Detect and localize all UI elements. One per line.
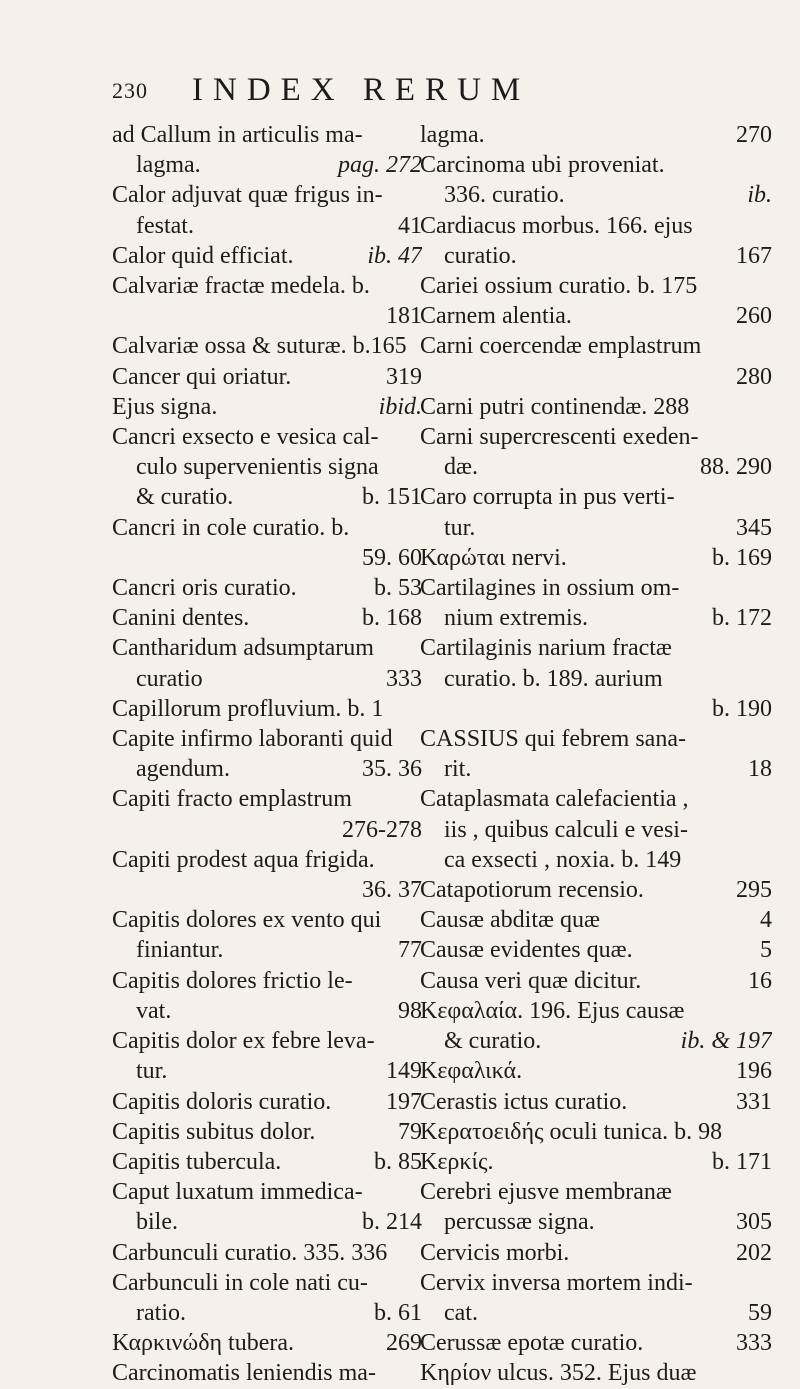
page-reference: 276-278 <box>342 816 422 843</box>
entry-text: Cancri exsecto e vesica cal- <box>112 424 379 451</box>
index-entry-line <box>420 1268 772 1298</box>
index-entry <box>112 1087 422 1117</box>
entry-text: Causæ evidentes quæ. <box>420 937 633 964</box>
index-entry-line <box>420 1298 772 1328</box>
index-entry <box>112 784 422 844</box>
page-reference: ib. 47 <box>367 242 422 269</box>
entry-text: & curatio. <box>136 484 234 511</box>
page-reference: 305 <box>736 1209 772 1236</box>
page-reference: 319 <box>386 363 422 390</box>
index-entry-line <box>112 301 422 331</box>
entry-text: Caput luxatum immedica- <box>112 1179 363 1206</box>
index-entry-line <box>420 180 772 210</box>
page-reference: 333 <box>736 1330 772 1357</box>
page-reference: b. 61 <box>374 1299 422 1326</box>
page-reference: b. 53 <box>374 575 422 602</box>
index-entry-line <box>112 180 422 210</box>
index-entry <box>112 573 422 603</box>
index-entry-line <box>420 1087 772 1117</box>
index-entry <box>420 573 772 633</box>
index-entry-line <box>112 452 422 482</box>
entry-text: Capitis dolores frictio le- <box>112 967 353 994</box>
entry-text: cat. <box>444 1299 478 1326</box>
entry-text: festat. <box>136 212 194 239</box>
entry-text: Capiti fracto emplastrum <box>112 786 352 813</box>
index-entry-line <box>112 724 422 754</box>
index-entry <box>420 1056 772 1086</box>
entry-text: culo supervenientis signa <box>136 454 379 481</box>
index-entry-line <box>112 1147 422 1177</box>
entry-text: agendum. <box>136 756 230 783</box>
page-reference: b. 168 <box>362 605 422 632</box>
index-entry-line <box>112 905 422 935</box>
page-reference: b. 169 <box>712 544 772 571</box>
index-entry-line <box>112 633 422 663</box>
entry-text: Capitis dolores ex vento qui <box>112 907 382 934</box>
entry-text: percussæ signa. <box>444 1209 595 1236</box>
index-entry-line <box>420 935 772 965</box>
index-entry <box>112 1117 422 1147</box>
index-entry <box>112 845 422 905</box>
entry-text: iis , quibus calculi e vesi- <box>444 816 688 843</box>
page-reference: 149 <box>386 1058 422 1085</box>
page-number: 230 <box>112 78 148 103</box>
index-entry-line <box>112 664 422 694</box>
index-entry-line <box>112 1298 422 1328</box>
entry-text: tur. <box>444 514 476 541</box>
entry-text: rit. <box>444 756 472 783</box>
entry-text: ad Callum in articulis ma- <box>112 122 363 148</box>
entry-text: lagma. <box>136 152 201 179</box>
entry-text: Cantharidum adsumptarum <box>112 635 374 662</box>
page-reference: 270 <box>736 122 772 148</box>
index-entry <box>420 935 772 965</box>
index-entry-line <box>420 543 772 573</box>
index-entry-line <box>420 1177 772 1207</box>
index-entry <box>420 331 772 391</box>
entry-text: Caro corrupta in pus verti- <box>420 484 675 511</box>
page-reference: 295 <box>736 877 772 904</box>
index-entry-line <box>112 966 422 996</box>
index-entry-line <box>420 1238 772 1268</box>
index-entry <box>420 784 772 875</box>
entry-text: Capitis doloris curatio. <box>112 1088 332 1115</box>
index-entry-line <box>420 1328 772 1358</box>
entry-text: curatio <box>136 665 203 692</box>
index-entry-line <box>420 1207 772 1237</box>
index-entry-line <box>420 1358 772 1388</box>
page-reference: ib. & 197 <box>680 1028 772 1055</box>
entry-text: Causæ abditæ quæ <box>420 907 601 934</box>
index-entry-line <box>420 966 772 996</box>
entry-text: Cartilagines in ossium om- <box>420 575 680 602</box>
page-reference: 196 <box>736 1058 772 1085</box>
index-entry-line <box>112 996 422 1026</box>
index-entry <box>112 1358 422 1388</box>
index-entry-line <box>112 845 422 875</box>
entry-text: Capiti prodest aqua frigida. <box>112 846 375 873</box>
entry-text: Κερατοειδής oculi tunica. b. 98 <box>420 1118 723 1145</box>
index-column-left <box>112 120 422 1389</box>
index-entry-line <box>112 1268 422 1298</box>
index-entry-line <box>420 1147 772 1177</box>
entry-text: Cariei ossium curatio. b. 175 <box>420 273 698 300</box>
page-reference: 5 <box>760 937 772 964</box>
page-reference: b. 151 <box>362 484 422 511</box>
page-reference: pag. 272 <box>338 152 422 179</box>
page-reference: b. 214 <box>362 1209 422 1236</box>
entry-text: Calvariæ ossa & suturæ. b.165 <box>112 333 407 360</box>
entry-text: Καρώται nervi. <box>420 544 567 571</box>
entry-text: Carni coercendæ emplastrum <box>420 333 702 360</box>
index-entry <box>420 1238 772 1268</box>
index-entry-line <box>420 482 772 512</box>
index-entry <box>420 905 772 935</box>
index-entry-line <box>420 392 772 422</box>
index-entry <box>112 1238 422 1268</box>
index-entry-line <box>420 845 772 875</box>
page-reference: 260 <box>736 303 772 330</box>
index-entry <box>420 543 772 573</box>
index-entry <box>112 603 422 633</box>
index-entry <box>420 1177 772 1237</box>
entry-text: Cervix inversa mortem indi- <box>420 1269 693 1296</box>
entry-text: Καρκινώδη tubera. <box>112 1330 295 1357</box>
index-entry-line <box>112 1207 422 1237</box>
page-reference: 202 <box>736 1239 772 1266</box>
index-entry <box>420 1087 772 1117</box>
page-reference: 345 <box>736 514 772 541</box>
page-reference: 16 <box>748 967 772 994</box>
page-reference: 4 <box>760 907 772 934</box>
page-reference: 59 <box>748 1299 772 1326</box>
index-entry-line <box>420 1026 772 1056</box>
index-entry-line <box>420 754 772 784</box>
index-entry-line <box>112 392 422 422</box>
index-entry <box>420 996 772 1056</box>
index-entry-line <box>112 573 422 603</box>
entry-text: Carni supercrescenti exeden- <box>420 424 699 451</box>
index-entry-line <box>112 935 422 965</box>
index-entry-line <box>112 1358 422 1388</box>
entry-text: lagma. <box>420 122 485 148</box>
index-entry-line <box>112 1056 422 1086</box>
entry-text: CASSIUS qui febrem sana- <box>420 726 686 753</box>
index-entry-line <box>420 331 772 361</box>
page-header <box>112 72 760 112</box>
entry-text: Ejus signa. <box>112 393 218 420</box>
index-entry <box>112 180 422 240</box>
index-entry <box>420 633 772 724</box>
entry-text: ca exsecti , noxia. b. 149 <box>444 846 682 873</box>
entry-text: tur. <box>136 1058 168 1085</box>
entry-text: Κερκίς. <box>420 1148 494 1175</box>
index-entry <box>112 694 422 724</box>
page-reference: b. 172 <box>712 605 772 632</box>
index-entry-line <box>420 905 772 935</box>
index-entry-line <box>112 422 422 452</box>
index-entry-line <box>420 603 772 633</box>
entry-text: Capitis dolor ex febre leva- <box>112 1028 375 1055</box>
page-reference: 197 <box>386 1088 422 1115</box>
page-reference: ibid. <box>378 393 422 420</box>
page-reference: 280 <box>736 363 772 390</box>
entry-text: Carbunculi in cole nati cu- <box>112 1269 368 1296</box>
index-entry <box>112 120 422 180</box>
page-reference: 59. 60 <box>362 544 422 571</box>
index-entry <box>420 1147 772 1177</box>
page-reference: 269 <box>386 1330 422 1357</box>
index-entry-line <box>112 1238 422 1268</box>
entry-text: Cartilaginis narium fractæ <box>420 635 672 662</box>
entry-text: Cervicis morbi. <box>420 1239 570 1266</box>
entry-text: Capite infirmo laboranti quid <box>112 726 393 753</box>
page-reference: 98 <box>398 997 422 1024</box>
page-reference: 333 <box>386 665 422 692</box>
index-entry-line <box>112 543 422 573</box>
page-reference: b. 171 <box>712 1148 772 1175</box>
index-entry <box>112 966 422 1026</box>
page-reference: 18 <box>748 756 772 783</box>
page-reference: 88. 290 <box>700 454 772 481</box>
entry-text: 336. curatio. <box>444 182 565 209</box>
index-column-right <box>420 120 772 1389</box>
index-entry <box>112 1268 422 1328</box>
index-entry <box>420 211 772 271</box>
index-entry <box>112 392 422 422</box>
entry-text: Causa veri quæ dicitur. <box>420 967 642 994</box>
index-entry-line <box>112 120 422 150</box>
index-entry-line <box>420 1056 772 1086</box>
entry-text: Calor quid efficiat. <box>112 242 294 269</box>
index-entry <box>420 724 772 784</box>
page-reference: 181 <box>386 303 422 330</box>
index-entry-line <box>420 211 772 241</box>
entry-text: curatio. b. 189. aurium <box>444 665 663 692</box>
entry-text: curatio. <box>444 242 517 269</box>
page-reference: 77 <box>398 937 422 964</box>
index-entry <box>420 1358 772 1388</box>
page-reference: 41 <box>398 212 422 239</box>
entry-text: bile. <box>136 1209 178 1236</box>
entry-text: Cancri oris curatio. <box>112 575 297 602</box>
index-entry <box>112 422 422 513</box>
page-reference: 79 <box>398 1118 422 1145</box>
index-entry <box>112 905 422 965</box>
entry-text: ratio. <box>136 1299 186 1326</box>
index-entry <box>420 1117 772 1147</box>
entry-text: & curatio. <box>444 1028 542 1055</box>
entry-text: Calor adjuvat quæ frigus in- <box>112 182 383 209</box>
index-entry-line <box>112 1087 422 1117</box>
index-entry-line <box>112 241 422 271</box>
index-entry-line <box>420 452 772 482</box>
index-entry-line <box>420 422 772 452</box>
index-entry <box>112 331 422 361</box>
index-entry-line <box>420 784 772 814</box>
page-reference: 35. 36 <box>362 756 422 783</box>
index-entry-line <box>420 241 772 271</box>
index-entry <box>112 1147 422 1177</box>
index-entry <box>112 271 422 331</box>
index-entry-line <box>112 603 422 633</box>
entry-text: Canini dentes. <box>112 605 250 632</box>
entry-text: Carni putri continendæ. 288 <box>420 393 690 420</box>
entry-text: Cerussæ epotæ curatio. <box>420 1330 644 1357</box>
index-entry-line <box>420 120 772 150</box>
index-entry <box>420 966 772 996</box>
index-entry-line <box>420 301 772 331</box>
index-entry <box>112 724 422 784</box>
index-entry <box>112 1328 422 1358</box>
entry-text: Carcinomatis leniendis ma- <box>112 1360 376 1387</box>
index-entry-line <box>112 1026 422 1056</box>
index-entry-line <box>420 513 772 543</box>
index-entry <box>420 271 772 301</box>
page-reference: b. 85 <box>374 1148 422 1175</box>
entry-text: Cerebri ejusve membranæ <box>420 1179 672 1206</box>
index-entry-line <box>420 724 772 754</box>
index-entry <box>112 513 422 573</box>
index-entry-line <box>112 1117 422 1147</box>
index-entry <box>420 301 772 331</box>
page-reference: 167 <box>736 242 772 269</box>
page-reference: b. 190 <box>712 695 772 722</box>
index-entry <box>420 120 772 150</box>
running-title: INDEX RERUM <box>192 72 531 108</box>
page-reference: 331 <box>736 1088 772 1115</box>
index-entry-line <box>420 996 772 1026</box>
entry-text: Catapotiorum recensio. <box>420 877 644 904</box>
index-entry-line <box>112 875 422 905</box>
index-entry <box>112 241 422 271</box>
entry-text: Capitis subitus dolor. <box>112 1118 316 1145</box>
index-entry <box>420 1268 772 1328</box>
index-entry <box>420 482 772 542</box>
entry-text: Capillorum profluvium. b. 1 <box>112 695 384 722</box>
index-entry-line <box>112 754 422 784</box>
entry-text: Cancer qui oriatur. <box>112 363 292 390</box>
index-entry-line <box>112 1328 422 1358</box>
entry-text: Carbunculi curatio. 335. 336 <box>112 1239 388 1266</box>
index-entry-line <box>112 331 422 361</box>
index-entry <box>112 1026 422 1086</box>
entry-text: vat. <box>136 997 172 1024</box>
index-entry-line <box>420 664 772 694</box>
index-entry-line <box>112 150 422 180</box>
index-entry-line <box>420 815 772 845</box>
index-entry <box>112 1177 422 1237</box>
index-entry-line <box>112 211 422 241</box>
index-entry <box>420 392 772 422</box>
entry-text: Cataplasmata calefacientia , <box>420 786 689 813</box>
entry-text: Κεφαλικά. <box>420 1058 523 1085</box>
page-reference: 36. 37 <box>362 877 422 904</box>
index-entry-line <box>112 815 422 845</box>
entry-text: Cerastis ictus curatio. <box>420 1088 628 1115</box>
index-entry-line <box>112 784 422 814</box>
entry-text: Calvariæ fractæ medela. b. <box>112 273 370 300</box>
index-entry <box>420 422 772 482</box>
entry-text: Carcinoma ubi proveniat. <box>420 152 665 179</box>
entry-text: Cancri in cole curatio. b. <box>112 514 350 541</box>
index-entry <box>420 1328 772 1358</box>
entry-text: dæ. <box>444 454 479 481</box>
entry-text: Κηρίον ulcus. 352. Ejus duæ <box>420 1360 697 1387</box>
index-entry-line <box>112 482 422 512</box>
index-entry-line <box>420 573 772 603</box>
index-entry-line <box>420 633 772 663</box>
entry-text: Κεφαλαία. 196. Ejus causæ <box>420 997 685 1024</box>
index-entry-line <box>112 513 422 543</box>
entry-text: Capitis tubercula. <box>112 1148 282 1175</box>
index-entry-line <box>420 694 772 724</box>
index-entry-line <box>420 1117 772 1147</box>
index-entry-line <box>112 1177 422 1207</box>
entry-text: nium extremis. <box>444 605 588 632</box>
entry-text: Cardiacus morbus. 166. ejus <box>420 212 693 239</box>
index-entry <box>112 362 422 392</box>
entry-text: finiantur. <box>136 937 224 964</box>
index-entry-line <box>112 271 422 301</box>
index-entry-line <box>420 150 772 180</box>
index-entry <box>420 875 772 905</box>
index-entry-line <box>112 362 422 392</box>
index-entry-line <box>420 362 772 392</box>
index-entry-line <box>112 694 422 724</box>
page-reference: ib. <box>747 182 772 209</box>
index-entry-line <box>420 875 772 905</box>
entry-text: Carnem alentia. <box>420 303 572 330</box>
index-entry-line <box>420 271 772 301</box>
index-entry <box>112 633 422 693</box>
index-entry <box>420 150 772 210</box>
